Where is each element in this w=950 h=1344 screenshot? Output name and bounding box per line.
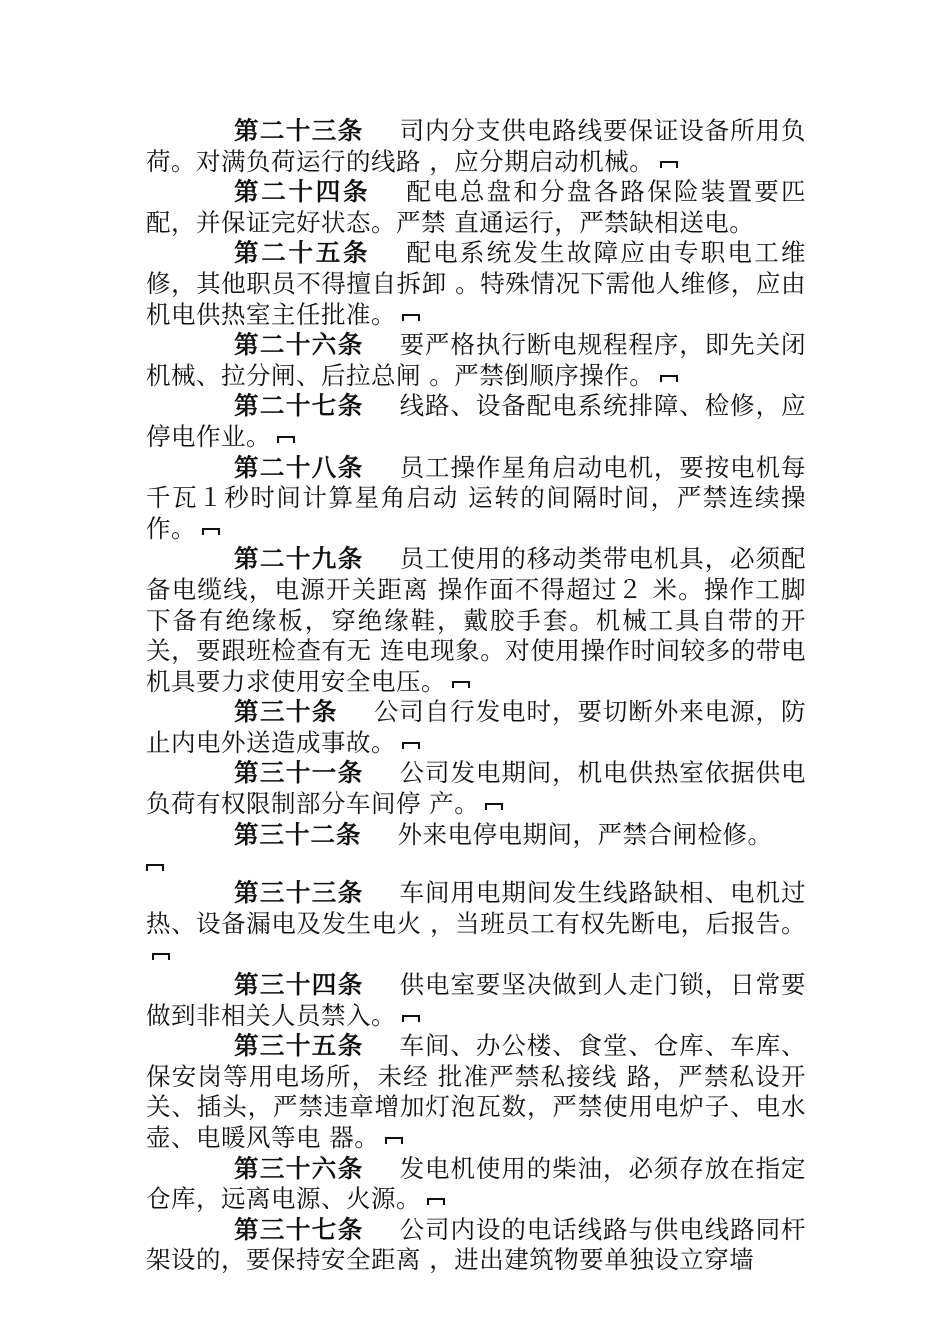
article-text: 配电总盘和分盘各路保险装置要匹配，并保证完好状态。严禁 直通运行，严禁缺相送电。: [146, 177, 807, 237]
paragraph-mark-icon: [402, 741, 420, 749]
article-37: [146, 1215, 806, 1276]
regulation-text: [146, 116, 806, 1276]
article-text: 公司发电期间，机电供热室依据供电负荷有权限制部分车间停 产。: [146, 758, 806, 819]
article-number: 第三十四条: [234, 970, 364, 1000]
paragraph-mark-icon: [277, 435, 295, 443]
empty-line: [146, 850, 806, 878]
article-text: 员工使用的移动类带电机具，必须配备电缆线，电源开关距离 操作面不得超过２ 米。操作工脚下备有绝缘板，穿绝缘鞋，戴胶手套。机械工具自带的开关，要跟班检查有无 连电现象。对使用操作时间较多的带电机具要力求使用安全电压。: [146, 544, 806, 696]
article-number: 第二十九条: [234, 544, 364, 574]
article-text: 员工操作星角启动电机，要按电机每千瓦１秒时间计算星角启动 运转的间隔时间，严禁连续操作。: [146, 452, 806, 543]
paragraph-mark-icon: [385, 1136, 403, 1144]
article-text: 线路、设备配电系统排障、检修，应停电作业。: [146, 391, 806, 451]
article-33: [146, 878, 806, 970]
article-text: 车间、办公楼、食堂、仓库、车库、保安岗等用电场所，未经 批准严禁私接线 路，严禁私设开关、插头，严禁违章增加灯泡瓦数，严禁使用电炉子、电水壶、电暖风等电 器。: [146, 1031, 806, 1152]
paragraph-mark-icon: [660, 160, 678, 168]
article-number: 第二十八条: [234, 452, 364, 482]
article-number: 第三十条: [234, 697, 338, 727]
article-31: [146, 758, 806, 819]
article-text: 发电机使用的柴油，必须存放在指定仓库，远离电源、火源。: [146, 1153, 806, 1214]
article-number: 第二十三条: [234, 116, 364, 145]
article-number: 第三十一条: [234, 758, 364, 788]
article-32: [146, 820, 806, 851]
paragraph-mark-icon: [202, 527, 220, 535]
article-text: 公司内设的电话线路与供电线路同杆架设的，要保持安全距离 ，进出建筑物要单独设立穿墙: [146, 1214, 806, 1275]
article-26: [146, 330, 806, 391]
article-35: [146, 1031, 806, 1153]
article-text: 车间用电期间发生线路缺相、电机过热、设备漏电及发生电火 ，当班员工有权先断电，后报告。: [146, 878, 806, 938]
article-number: 第三十二条: [234, 819, 362, 849]
article-text: 司内分支供电路线要保证设备所用负荷。对满负荷运行的线路 ，应分期启动机械。: [146, 116, 806, 176]
paragraph-mark-icon: [152, 952, 170, 960]
article-25: [146, 238, 806, 330]
article-text: 公司自行发电时，要切断外来电源，防止内电外送造成事故。: [146, 697, 807, 757]
article-23: [146, 116, 806, 177]
article-34: [146, 970, 806, 1031]
paragraph-mark-icon: [427, 1197, 445, 1205]
article-24: [146, 177, 806, 238]
article-28: [146, 453, 806, 545]
article-36: [146, 1154, 806, 1215]
article-number: 第二十四条: [234, 177, 371, 207]
article-text: 外来电停电期间，严禁合闸检修。: [397, 819, 773, 849]
paragraph-mark-icon: [146, 863, 164, 871]
article-30: [146, 697, 806, 758]
paragraph-mark-icon: [452, 680, 470, 688]
article-number: 第三十五条: [234, 1031, 364, 1061]
paragraph-mark-icon: [660, 374, 678, 382]
article-27: [146, 391, 806, 452]
paragraph-mark-icon: [402, 313, 420, 321]
article-text: 供电室要坚决做到人走门锁，日常要做到非相关人员禁入。: [146, 970, 806, 1030]
article-29: [146, 544, 806, 697]
article-number: 第三十七条: [234, 1214, 364, 1244]
article-number: 第三十六条: [234, 1153, 364, 1183]
article-number: 第二十五条: [234, 238, 371, 268]
paragraph-mark-icon: [402, 1014, 420, 1022]
article-text: 要严格执行断电规程程序，即先关闭机械、拉分闸、后拉总闸 。严禁倒顺序操作。: [146, 330, 806, 390]
paragraph-mark-icon: [485, 802, 503, 810]
article-number: 第三十三条: [234, 878, 364, 908]
article-number: 第二十七条: [234, 391, 364, 421]
article-number: 第二十六条: [234, 330, 364, 360]
article-text: 配电系统发生故障应由专职电工维修，其他职员不得擅自拆卸 。特殊情况下需他人维修，应由机电供热室主任批准。: [146, 238, 807, 329]
